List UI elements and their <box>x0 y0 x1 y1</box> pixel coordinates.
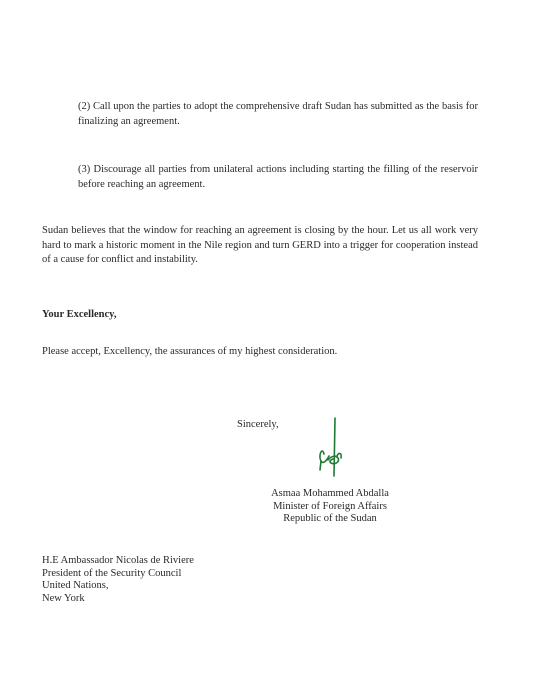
recipient-line-4: New York <box>42 592 85 604</box>
request-item-3: (3) Discourage all parties from unilateral actions including starting the filling of the reservoir before reaching an agreement. <box>78 164 478 190</box>
signatory-block <box>262 488 398 526</box>
recipient-line-2: President of the Security Council <box>42 567 182 579</box>
recipient-address <box>42 555 194 605</box>
request-item-2: (2) Call upon the parties to adopt the comprehensive draft Sudan has submitted as the basis for finalizing an agreement. <box>78 101 478 127</box>
recipient-line-3: United Nations, <box>42 580 109 591</box>
salutation: Your Excellency, <box>42 309 117 320</box>
sign-off: Sincerely, <box>237 419 279 430</box>
signatory-name: Asmaa Mohammed Abdalla <box>271 488 389 499</box>
closing-line: Please accept, Excellency, the assurances of my highest consideration. <box>42 346 338 357</box>
handwritten-signature <box>313 416 349 478</box>
recipient-line-1: H.E Ambassador Nicolas de Riviere <box>42 555 194 566</box>
body-paragraph: Sudan believes that the window for reaching an agreement is closing by the hour. Let us all work very hard to mark a historic moment in the Nile region and turn GERD into a trigger for cooperation instead of a cause for conflict and instability. <box>42 225 478 265</box>
signatory-country: Republic of the Sudan <box>283 513 377 524</box>
signatory-title: Minister of Foreign Affairs <box>273 500 387 512</box>
